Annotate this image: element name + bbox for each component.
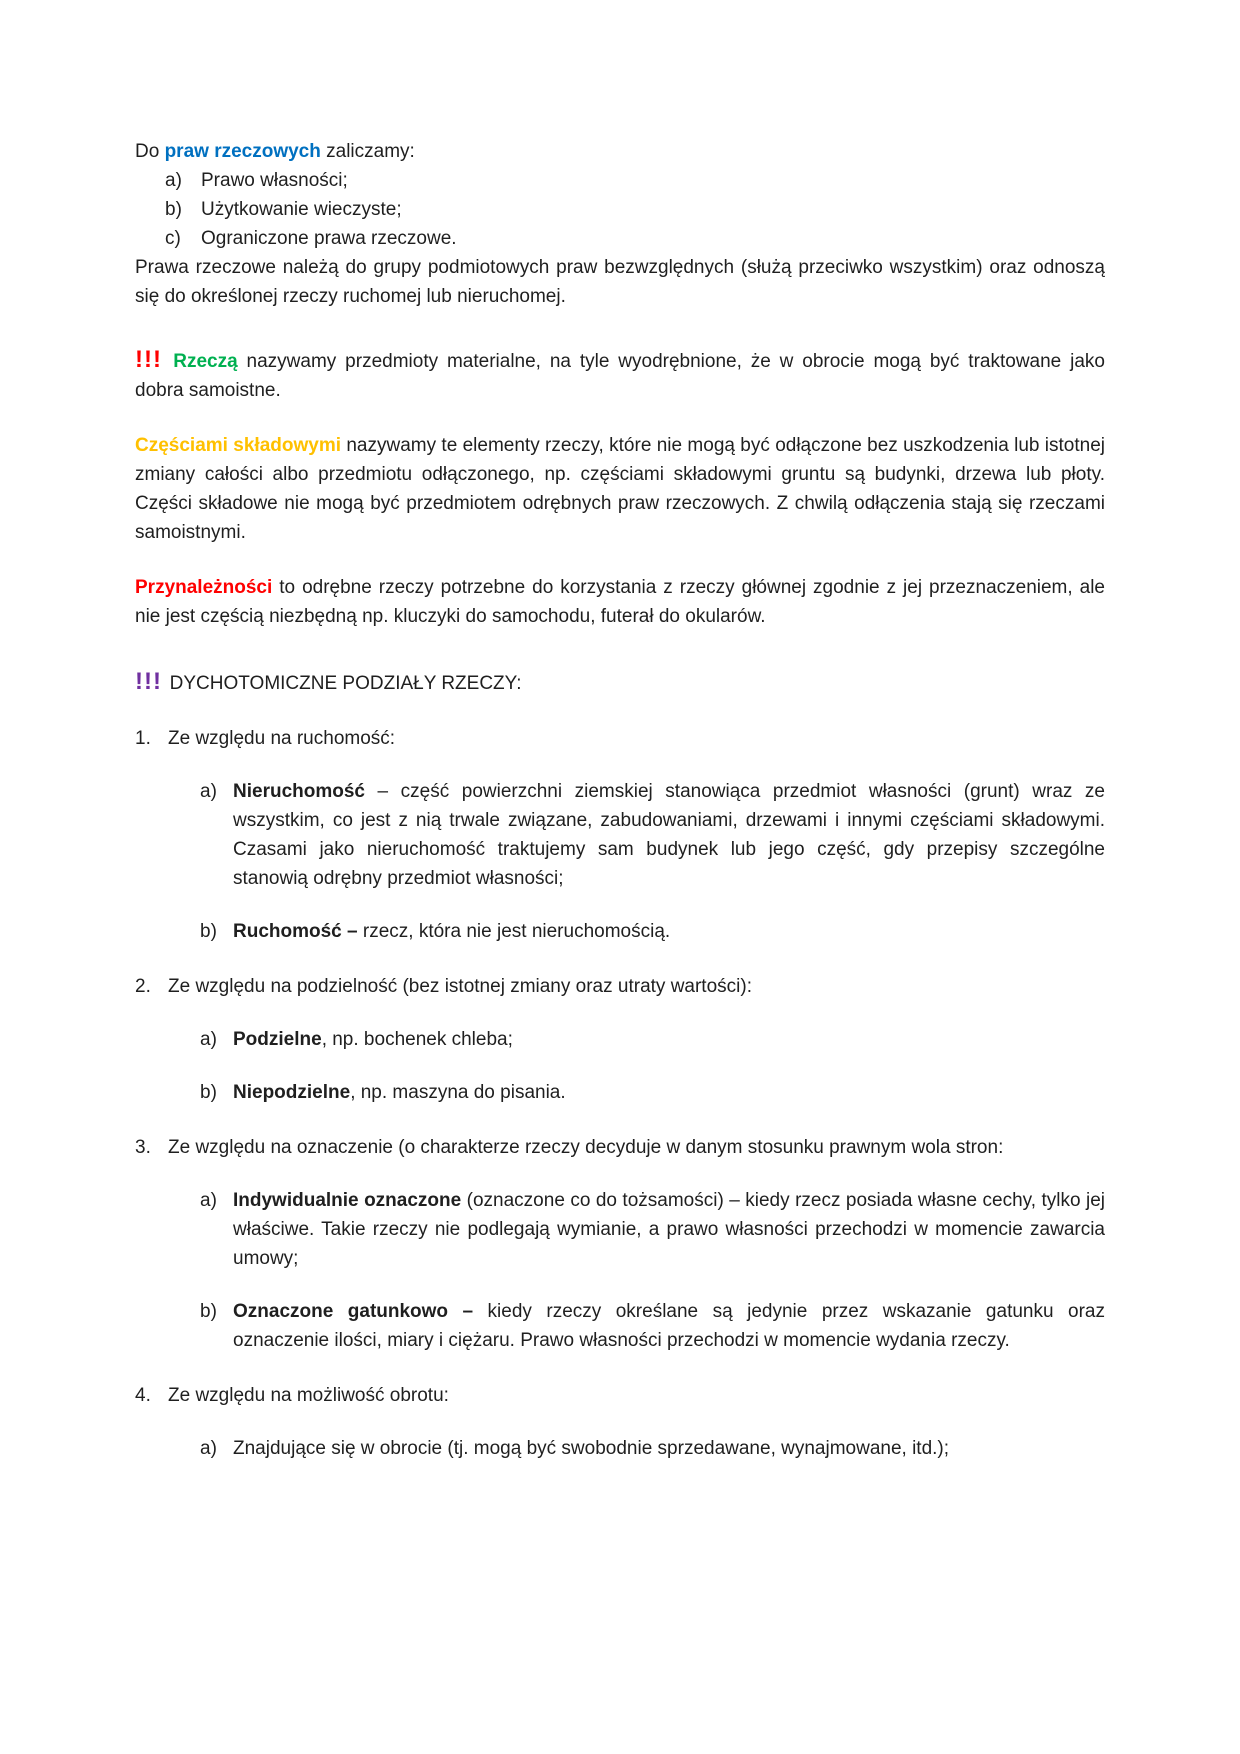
numbered-item-title: Ze względu na możliwość obrotu: (168, 1385, 449, 1406)
list-marker: b) (200, 1082, 217, 1103)
sub-list-item-text (233, 1025, 1105, 1054)
paragraph-rzecza-text: nazywamy przedmioty materialne, na tyle wyodrębnione, że w obrocie mogą być traktowane jako dobra samoistne. (135, 351, 1105, 401)
list-marker: c) (165, 228, 181, 249)
list-marker: b) (200, 1301, 217, 1322)
paragraph-przynaleznosci-text: to odrębne rzeczy potrzebne do korzystania z rzeczy głównej zgodnie z jej przeznaczeniem, ale nie jest częścią niezbędną np. kluczyki do samochodu, futerał do okularów. (135, 577, 1105, 627)
list-item-text: Prawo własności; (201, 170, 348, 191)
intro-paragraph (135, 137, 1105, 166)
list-marker: b) (165, 199, 182, 220)
sub-item-body: , np. bochenek chleba; (321, 1029, 513, 1050)
sub-list-item-text (233, 1297, 1105, 1355)
sub-list-item-text (233, 1186, 1105, 1273)
list-item (165, 195, 1105, 224)
numbered-item-title: Ze względu na ruchomość: (168, 728, 396, 749)
sub-list-item (200, 1297, 1105, 1355)
intro-suffix: zaliczamy: (320, 141, 415, 162)
term-niepodzielne: Niepodzielne (233, 1082, 351, 1103)
list-marker: a) (200, 781, 217, 802)
term-przynaleznosci: Przynależności (135, 577, 273, 598)
term-praw-rzeczowych: praw rzeczowych (164, 141, 321, 162)
paragraph-czesci-skladowe (135, 431, 1105, 547)
sub-list-item (200, 1025, 1105, 1054)
sub-list-item-text (233, 1078, 1105, 1107)
paragraph-przynaleznosci (135, 573, 1105, 631)
list-marker: a) (165, 170, 182, 191)
section-heading (135, 667, 1105, 698)
sub-item-body: rzecz, która nie jest nieruchomością. (357, 921, 671, 942)
number-marker: 3. (135, 1137, 151, 1158)
sub-list-item (200, 1434, 1105, 1463)
number-marker: 2. (135, 976, 151, 997)
numbered-item-title: Ze względu na oznaczenie (o charakterze rzeczy decyduje w danym stosunku prawnym wola stron: (168, 1137, 1004, 1158)
numbered-item (135, 1133, 1105, 1162)
exclamation-marks: !!! (135, 346, 174, 373)
term-indywidualnie-oznaczone: Indywidualnie oznaczone (233, 1190, 462, 1211)
sub-item-body: Znajdujące się w obrocie (tj. mogą być swobodnie sprzedawane, wynajmowane, itd.); (233, 1438, 950, 1459)
list-marker: b) (200, 921, 217, 942)
sub-list-item-text (233, 917, 1105, 946)
numbered-item (135, 972, 1105, 1001)
exclamation-marks: !!! (135, 668, 170, 695)
paragraph-rzecza (135, 345, 1105, 405)
list-marker: a) (200, 1029, 217, 1050)
term-oznaczone-gatunkowo: Oznaczone gatunkowo – (233, 1301, 474, 1322)
sub-list-item (200, 777, 1105, 893)
list-marker: a) (200, 1438, 217, 1459)
number-marker: 1. (135, 728, 151, 749)
list-item (165, 166, 1105, 195)
sub-list-item (200, 1186, 1105, 1273)
list-item-text: Ograniczone prawa rzeczowe. (201, 228, 457, 249)
numbered-item-title: Ze względu na podzielność (bez istotnej zmiany oraz utraty wartości): (168, 976, 752, 997)
sub-list-item (200, 917, 1105, 946)
sub-item-body: kiedy rzeczy określane są jedynie przez wskazanie gatunku oraz oznaczenie ilości, miary i ciężaru. Prawo własności przechodzi w momencie wydania rzeczy. (233, 1301, 1105, 1351)
term-czesci-skladowe: Częściami składowymi (135, 435, 341, 456)
sub-item-body: , np. maszyna do pisania. (350, 1082, 566, 1103)
term-ruchomosc: Ruchomość – (233, 921, 358, 942)
sub-list-item-text (233, 777, 1105, 893)
paragraph-czesci-text: nazywamy te elementy rzeczy, które nie mogą być odłączone bez uszkodzenia lub istotnej zmiany całości albo przedmiotu odłączonego, np. częściami składowymi gruntu są budynki, drzewa lub płoty. Części składowe nie mogą być przedmiotem odrębnych praw rzeczowych. Z chwilą odłączenia stają się rzeczami samoistnymi. (135, 435, 1105, 543)
sub-list-item-text (233, 1434, 1105, 1463)
number-marker: 4. (135, 1385, 151, 1406)
term-rzecza: Rzeczą (173, 351, 247, 372)
term-nieruchomosc: Nieruchomość (233, 781, 365, 802)
intro-list (165, 166, 1105, 253)
term-podzielne: Podzielne (233, 1029, 322, 1050)
list-marker: a) (200, 1190, 217, 1211)
sub-item-body: – część powierzchni ziemskiej stanowiąca przedmiot własności (grunt) wraz ze wszystkim, co jest z nią trwale związane, zabudowaniami, drzewami i innymi częściami składowymi. Czasami jako nieruchomość traktujemy sam budynek lub jego część, gdy przepisy szczególne stanowią odrębny przedmiot własności; (233, 781, 1105, 889)
sub-item-body: (oznaczone co do tożsamości) – kiedy rzecz posiada własne cechy, tylko jej właściwe. Takie rzeczy nie podlegają wymianie, a prawo własności przechodzi w momencie zawarcia umowy; (233, 1190, 1105, 1269)
list-item-text: Użytkowanie wieczyste; (201, 199, 402, 220)
paragraph-prawa-rzeczowe: Prawa rzeczowe należą do grupy podmiotowych praw bezwzględnych (służą przeciwko wszystkim) oraz odnoszą się do określonej rzeczy ruchomej lub nieruchomej. (135, 257, 1105, 307)
numbered-item (135, 724, 1105, 753)
sub-list-item (200, 1078, 1105, 1107)
numbered-item (135, 1381, 1105, 1410)
section-heading-text: DYCHOTOMICZNE PODZIAŁY RZECZY: (169, 673, 522, 694)
list-item (165, 224, 1105, 253)
intro-prefix: Do (135, 141, 165, 162)
